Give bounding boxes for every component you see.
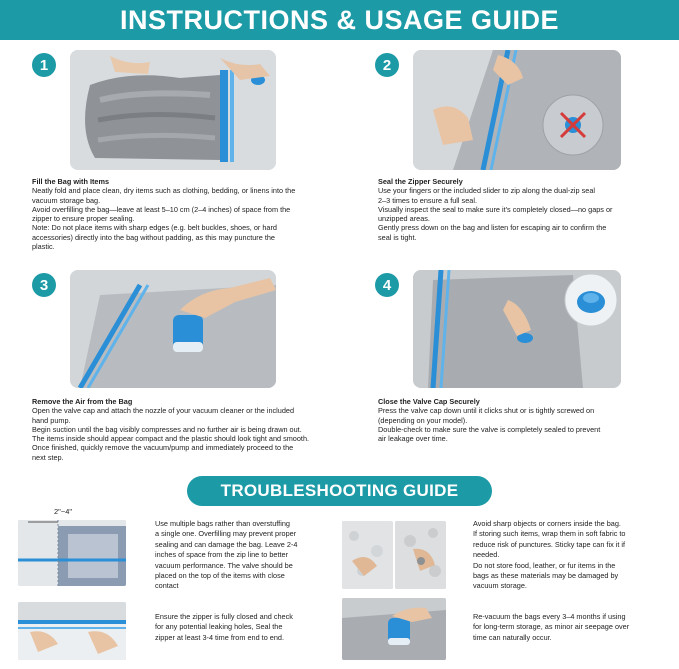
- step-3-title: Remove the Air from the Bag: [32, 397, 133, 406]
- page-title: INSTRUCTIONS & USAGE GUIDE: [119, 4, 560, 35]
- sharp-object-illustration: [342, 521, 393, 589]
- step-number-3: 3: [32, 273, 56, 297]
- step-number-4: 4: [375, 273, 399, 297]
- tip-3-line: bags as these materials may be damaged by: [473, 571, 619, 581]
- step-1-title: Fill the Bag with Items: [32, 177, 110, 186]
- dimension-label: 2"~4": [54, 507, 73, 516]
- tip-2-line: Ensure the zipper is fully closed and check: [155, 612, 293, 621]
- step-4-title: Close the Valve Cap Securely: [378, 397, 480, 406]
- tip-3-line: reduce risk of punctures. Sticky tape can fix it if: [473, 539, 626, 549]
- tip-1-line: Use multiple bags rather than overstuffing: [155, 519, 290, 528]
- tip-1-line: inches of space from the zip line to better: [155, 550, 289, 560]
- tip-1-photo: [18, 520, 126, 586]
- step-1-photo: [70, 50, 276, 170]
- step-2-photo: [413, 50, 621, 170]
- tip-3-photo-right: [395, 521, 446, 589]
- step-4-text: [378, 397, 668, 443]
- step-1-line: vacuum storage bag.: [32, 195, 101, 205]
- tip-3-text: [473, 519, 673, 592]
- tip-2-photo: [18, 602, 126, 660]
- step-3-line: Once finished, quickly remove the vacuum/pump and immediately proceed to the: [32, 443, 294, 453]
- step-3-text: [32, 397, 352, 462]
- step-1-text: [32, 177, 342, 251]
- space-gap-illustration: [18, 520, 126, 586]
- tip-2-line: for any potential leaking holes, Seal the: [155, 622, 283, 632]
- step-4-photo: [413, 270, 621, 388]
- valve-cap-illustration: [413, 270, 621, 388]
- step-number-1: 1: [32, 53, 56, 77]
- step-3-line: Open the valve cap and attach the nozzle of your vacuum cleaner or the included: [32, 406, 295, 416]
- step-2-text: [378, 177, 668, 242]
- troubleshooting-title: TROUBLESHOOTING GUIDE: [220, 481, 459, 500]
- puncture-illustration: [395, 521, 446, 589]
- step-2-line: 2–3 times to ensure a full seal.: [378, 195, 477, 205]
- tip-4-line: for long-term storage, as minor air seepage over: [473, 622, 630, 632]
- step-4-line: Double-check to make sure the valve is completely sealed to prevent: [378, 424, 601, 434]
- step-2-line: Gently press down on the bag and listen for escaping air to confirm the: [378, 223, 607, 233]
- tip-3-line: needed.: [473, 550, 500, 560]
- tip-1-line: vacuum performance. The valve should be: [155, 560, 293, 570]
- air-removal-illustration: [70, 270, 276, 388]
- step-3-line: hand pump.: [32, 415, 71, 425]
- tip-4-text: [473, 612, 673, 643]
- step-number-2: 2: [375, 53, 399, 77]
- step-4-line: (depending on your model).: [378, 415, 468, 425]
- step-3-photo: [70, 270, 276, 388]
- step-4-line: air leakage over time.: [378, 434, 448, 444]
- tip-1-line: a single one. Overfilling may prevent proper: [155, 529, 297, 539]
- tip-3-line: vacuum storage.: [473, 581, 527, 591]
- zipper-check-illustration: [18, 602, 126, 660]
- step-2-title: Seal the Zipper Securely: [378, 177, 463, 186]
- step-1-line: zipper to ensure proper sealing.: [32, 214, 135, 224]
- step-2-line: Visually inspect the seal to make sure it's completely closed—no gaps or: [378, 204, 613, 214]
- tip-4-line: Re-vacuum the bags every 3–4 months if using: [473, 612, 626, 621]
- step-1-line: Note: Do not place items with sharp edges (e.g. belt buckles, shoes, or hard: [32, 223, 277, 233]
- tip-3-line: Do not store food, leather, or fur items in the: [473, 560, 616, 570]
- step-1-line: Neatly fold and place clean, dry items such as clothing, bedding, or linens into the: [32, 186, 296, 196]
- tip-3-line: Avoid sharp objects or corners inside the bag.: [473, 519, 621, 528]
- tip-3-line: If storing such items, wrap them in soft fabric to: [473, 529, 626, 539]
- tip-2-line: zipper at least 3-4 time from end to end.: [155, 632, 284, 642]
- bag-filling-illustration: [70, 50, 276, 170]
- tip-1-line: sealing and can damage the bag. Leave 2-4: [155, 539, 298, 549]
- step-2-line: unzipped areas.: [378, 214, 430, 224]
- step-4-line: Press the valve cap down until it clicks shut or is tightly screwed on: [378, 406, 595, 416]
- step-3-line: Begin suction until the bag visibly compresses and no further air is being drawn out.: [32, 424, 302, 434]
- step-3-line: next step.: [32, 452, 64, 462]
- tip-3-photo-left: [342, 521, 393, 589]
- re-vacuum-illustration: [342, 598, 446, 660]
- step-3-line: The items inside should appear compact and the plastic should look tight and smooth.: [32, 434, 310, 444]
- step-2-line: seal is tight.: [378, 232, 417, 242]
- tip-2-text: [155, 612, 335, 643]
- troubleshooting-heading: [187, 476, 492, 506]
- tip-1-text: [155, 519, 335, 592]
- step-1-line: plastic.: [32, 242, 55, 252]
- tip-4-line: time can naturally occur.: [473, 632, 552, 642]
- tip-1-line: placed on the top of the items with close: [155, 571, 285, 581]
- step-1-line: accessories) directly into the bag without padding, as this may puncture the: [32, 232, 275, 242]
- step-2-line: Use your fingers or the included slider to zip along the dual-zip seal: [378, 186, 596, 196]
- step-1-line: Avoid overfilling the bag—leave at least 5–10 cm (2–4 inches) of space from the: [32, 204, 291, 214]
- zipper-sealing-illustration: [413, 50, 621, 170]
- header-banner: [0, 0, 679, 40]
- tip-1-line: contact: [155, 581, 179, 591]
- tip-4-photo: [342, 598, 446, 660]
